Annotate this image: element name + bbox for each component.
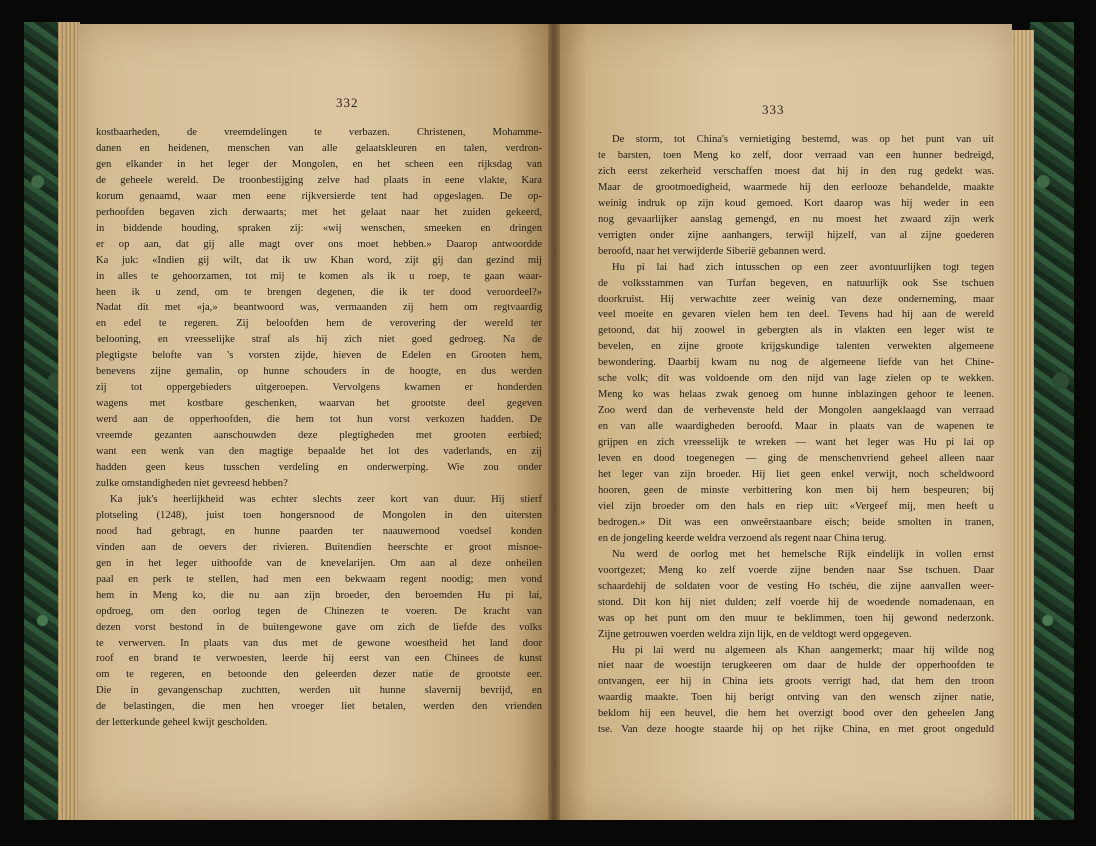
text-line: getoond, dat hij zoowel in gebergten als in vlakten een leger wist te: [598, 325, 994, 337]
text-line: der letterkunde geheel kwijt gescholden.: [96, 717, 268, 729]
text-line: want een wenk van den magtige bepaalde het lot des vaderlands, en zij: [96, 446, 542, 458]
text-line: Zoo werd dan de verhevenste held der Mongolen aangeklaagd van verraad: [598, 405, 994, 417]
text-line: nog gevaarlijker aanslag gemengd, en nu moest het zwaard zijn werk: [598, 213, 994, 225]
text-line: hadden geen keus tusschen verdeling en onderwerping. Wie zou onder: [96, 462, 542, 474]
text-line: Zijne getrouwen voerden weldra zijn lijk, en de veldtogt werd opgegeven.: [598, 628, 912, 640]
text-line: Nadat dit met «ja,» beantwoord was, vermaanden zij hem om regtvaardig: [96, 302, 542, 314]
text-line: paal en perk te stellen, had men een bekwaam regent noodig; men vond: [96, 573, 542, 585]
text-line: zij tot oppergebieders uitgeroepen. Vervolgens kwamen er honderden: [96, 382, 542, 394]
text-line: en van alle waardigheden beroofd. Maar in plaats van de wapenen te: [598, 421, 994, 433]
text-line: viel zijn broeder om den hals en riep uit: «Vergeef mij, men heeft u: [598, 500, 994, 512]
text-line: Nu werd de oorlog met het hemelsche Rijk eindelijk in vollen ernst: [612, 548, 994, 560]
text-line: dezen vorst bestond in de buitengewone gave om zich de liefde des volks: [96, 621, 542, 633]
page-stack-left: [58, 22, 80, 820]
book-gutter: [548, 24, 560, 820]
text-line: de belastingen, die men hen vroeger liet betalen, werden den vrienden: [96, 701, 542, 713]
text-line: Die in gevangenschap zuchtten, werden uit hunne slavernij bevrijd, en: [96, 685, 542, 697]
text-line: Meng ko was helaas zwak genoeg om hunne inblazingen gehoor te leenen.: [598, 389, 994, 401]
text-line: opdroeg, om den oorlog tegen de Chinezen te voeren. De kracht van: [96, 605, 542, 617]
text-line: vreemde gezanten aanschouwden deze plegtigheden met grooten eerbied;: [96, 430, 542, 442]
text-line: plegtigste belofte van 's vorsten zijde, hieven de Edelen en Grooten hem,: [96, 350, 542, 362]
text-line: weinig indruk op zijn koud gemoed. Kort daarop was hij weder in een: [598, 197, 994, 209]
text-line: de geheele wereld. De troonbestijging zelve had plaats in eene vlakte, Kara: [96, 174, 542, 186]
text-line: tse. Van deze hoogte staarde hij op het rijke China, en met groot ongeduld: [598, 724, 994, 736]
text-line: bewondering. Daarbij kwam nu nog de algemeene liefde van het Chine-: [598, 357, 994, 369]
text-line: gen in het leger uithoofde van de knevelarijen. Om aan al deze onheilen: [96, 557, 542, 569]
text-line: hem in Meng ko, die nu aan zijn broeder, den beroemden Hu pi lai,: [96, 589, 542, 601]
text-line: kostbaarheden, de vreemdelingen te verbazen. Christenen, Mohamme-: [96, 127, 542, 138]
left-page-text: [96, 125, 542, 731]
page-number-right: 333: [762, 102, 785, 117]
text-line: de volksstammen van Turfan begeven, en natuurlijk ook Sse tschuen: [598, 277, 994, 289]
text-line: nood had gebragt, en hunne paarden ter naauwernood voedsel konden: [96, 525, 542, 537]
text-line: danen en heidenen, menschen van alle gelaatskleuren en talen, verdron-: [96, 142, 542, 154]
text-line: bedrogen.» Dit was een onweêrstaanbare eisch; beide smolten in tranen,: [598, 516, 994, 528]
text-line: te verwerven. In plaats van dus met de gewone woestheid het land door: [96, 637, 542, 649]
page-stack-right: [1010, 30, 1034, 820]
text-line: sche volk; dit was voldoende om den nijd van lage zielen op te wekken.: [598, 373, 994, 385]
text-line: gen elkander in het leger der Mongolen, en het scheen een rijksdag van: [96, 158, 542, 170]
text-line: grijpen en zich vreesselijk te wreken — want het leger was Hu pi lai op: [598, 437, 994, 449]
text-line: in alles te gehoorzamen, tot mij te komen als ik u roep, te gaan waar-: [96, 270, 542, 282]
text-line: waardig maakte. Toen hij berigt ontving van den wensch zijner natie,: [598, 692, 994, 704]
text-line: korum genaamd, waar men eene rijkversierde tent had opgeslagen. De op-: [96, 190, 542, 202]
text-line: hooren, geen de minste verbittering kon men bij hem bespeuren; bij: [598, 484, 994, 496]
text-line: vinden aan de oevers der rivieren. Buitendien heerschte er groot misnoe-: [96, 541, 542, 553]
text-line: Hu pi lai werd nu algemeen als Khan aangemerkt; maar hij wilde nog: [612, 644, 994, 656]
text-line: benevens zijne gemalin, op hunne schouders in de hoogte, en dus werden: [96, 366, 542, 378]
text-line: Ka juk's heerlijkheid was echter slechts zeer kort van duur. Hij stierf: [110, 493, 542, 505]
text-line: zich eerst zekerheid verschaffen moest dat hij in den rug gedekt was.: [598, 165, 994, 177]
right-page-text: [598, 132, 994, 738]
text-line: stond. Dit kon hij niet dulden; zelf voerde hij de woedende nomadenaan, en: [598, 596, 994, 608]
text-line: in biddende houding, spraken zij: «wij wenschen, smeeken en dringen: [96, 222, 542, 234]
text-line: roof en brand te verwoesten, leerde hij eerst van een Chinees de kunst: [96, 653, 542, 665]
text-line: belooning, en vreesselijke straf als hij zich niet goed gedroeg. Na de: [96, 334, 542, 346]
text-line: ontvangen, eer hij in China iets groots verrigt had, dat hem den troon: [598, 676, 994, 688]
text-line: verrigten onder zijne aanhangers, terwijl hijzelf, van al zijne goederen: [598, 229, 994, 241]
text-line: Hu pi lai had zich intusschen op een zeer avontuurlijken togt tegen: [612, 261, 994, 273]
text-line: niet naar de woestijn terugkeeren om daar de hulde der opperhoofden te: [598, 660, 994, 672]
text-line: Maar de grootmoedigheid, waarmede hij den eerlooze behandelde, maakte: [598, 181, 994, 193]
text-line: te barsten, toen Meng ko zelf, door verraad van een hunner bedreigd,: [598, 149, 994, 161]
text-line: om te regeren, en betoonde den geleerden dezer natie de grootste eer.: [96, 669, 542, 681]
text-line: beklom hij een heuvel, die hem het overzigt bood over den geheelen Jang: [598, 708, 994, 720]
text-line: er op aan, dat gij alle magt over ons moet hebben.» Daarop antwoordde: [96, 238, 542, 250]
text-line: was op het punt om den muur te beklimmen, toen hij gewond nederzonk.: [598, 612, 994, 624]
text-line: schaardehij de soldaten voor de vesting Ho tschéu, die zijne aanvallen weer-: [598, 580, 994, 592]
text-line: wagens met kostbare geschenken, waarvan het grootste deel gegeven: [96, 398, 542, 410]
text-line: heen ik u zend, om te brengen degenen, die ik ter dood veroordeel?»: [96, 286, 542, 298]
text-line: voortgezet; Meng ko zelf voerde zijne benden naar Sse tschuen. Daar: [598, 564, 994, 576]
text-line: plotseling (1248), juist toen hongersnood de Mongolen in den uitersten: [96, 509, 542, 521]
text-line: het leger van zijn broeder. Hij liet geen enkel verwijt, noch scheldwoord: [598, 469, 994, 481]
text-line: perhoofden begaven zich derwaarts; met het gelaat naar het zuiden gekeerd,: [96, 206, 542, 218]
text-line: doorkruist. Hij verwachtte zeer weinig van deze onderneming, maar: [598, 293, 994, 305]
text-line: leven en dood toegenegen — ging de menschenvriend geheel alleen naar: [598, 453, 994, 465]
page-number-left: 332: [336, 95, 359, 110]
text-line: beroofd, naar het verwijderde Siberië gebannen werd.: [598, 245, 826, 257]
text-line: bevelen, en zijne groote krijgskundige talenten verwekten algemeene: [598, 341, 994, 353]
text-line: Ka juk: «Indien gij wilt, dat ik uw Khan word, zijt gij dan gezind mij: [96, 254, 542, 266]
marbled-cover-right: [1030, 22, 1074, 820]
text-line: veel moeite en gevaren vielen hem ten deel. Tevens had hij aan de wereld: [598, 309, 994, 321]
text-line: werd aan de opperhoofden, die hem tot hun vorst verkozen hadden. De: [96, 414, 542, 426]
text-line: en de jongeling keerde weldra verzoend als regent naar China terug.: [598, 532, 887, 544]
text-line: zulke omstandigheden niet gevreesd hebben?: [96, 477, 288, 489]
text-line: en edel te regeren. Zij beloofden hem de verovering der wereld ter: [96, 318, 542, 330]
text-line: De storm, tot China's vernietiging bestemd, was op het punt van uit: [612, 134, 994, 145]
